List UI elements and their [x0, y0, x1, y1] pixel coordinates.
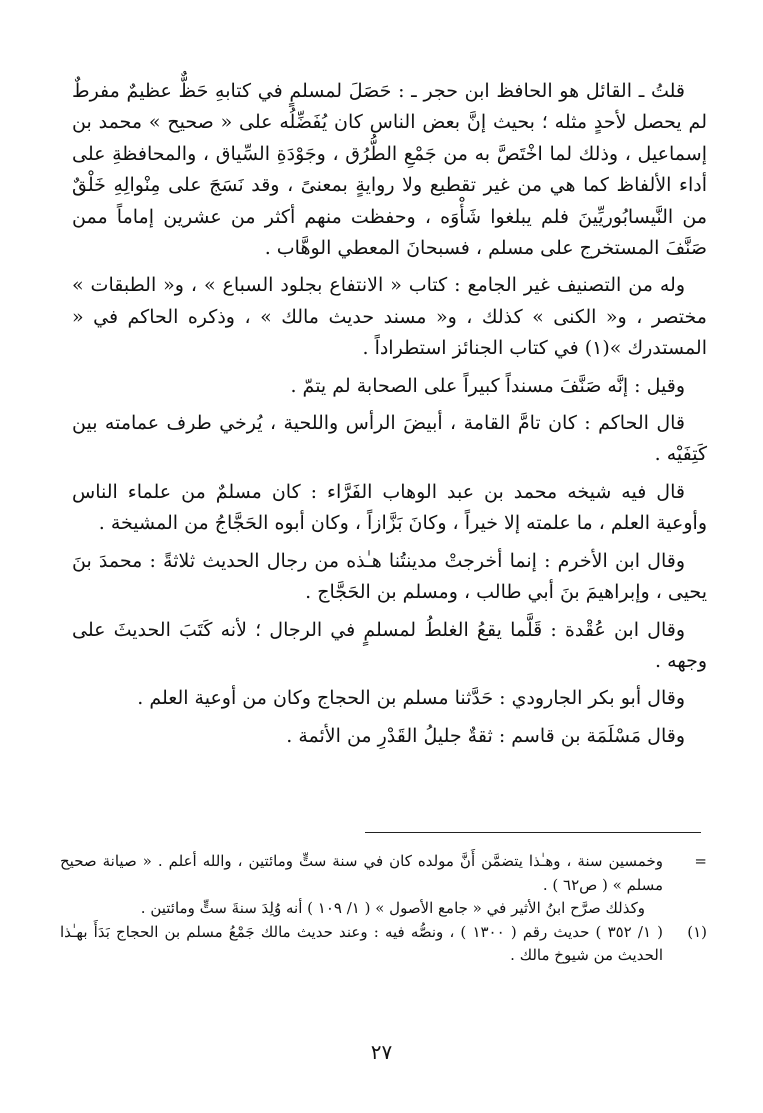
footnote-separator	[365, 832, 701, 833]
paragraph-jarudi: وقال أبو بكر الجارودي : حَدَّثنا مسلم بن الحجاج وكان من أوعية العلم .	[137, 687, 685, 710]
paragraph-works: وله من التصنيف غير الجامع : كتاب « الانتفاع بجلود السباع » ، و« الطبقات » مختصر ، و« الكنى » كذلك ، و« مسند حديث مالك » ، وذكره الحاكم في « المستدرك »(١) في كتاب الجنائز استطراداً .	[72, 274, 707, 360]
paragraph-musnad: وقيل : إنَّه صَنَّفَ مسنداً كبيراً على الصحابة لم يتمّ .	[290, 374, 685, 397]
footnotes	[60, 850, 707, 968]
paragraph-ibn-uqda: وقال ابن عُقْدة : قَلَّما يقعُ الغلطُ لمسلمٍ في الرجال ؛ لأنه كَتَبَ الحديثَ على وجهه .	[72, 618, 707, 672]
page-number: ٢٧	[370, 1040, 393, 1064]
paragraph-ibn-hajar: قلتُ ـ القائل هو الحافظ ابن حجر ـ : حَصَلَ لمسلمٍ في كتابهِ حَظٌّ عظيمٌ مفرطٌ لم يحصل لأحدٍ مثله ؛ بحيث إنَّ بعض الناس كان يُفَضِّلُه على « صحيح » محمد بن إسماعيل ، وذلك لما اخْتَصَّ به من جَمْعِ الطُّرُق ، وجَوْدَةِ السِّياق ، والمحافظةِ على أداء الألفاظ كما هي من غير تقطيع ولا روايةٍ بمعنىً ، وقد نَسَجَ على مِنْوالِهِ خَلْقٌ من النَّيسابُوريِّينَ فلم يبلغوا شَأْوَه ، وحفظت منهم أكثر من عشرين إماماً ممن صَنَّفَ المستخرج على مسلم ، فسبحانَ المعطي الوهَّاب .	[72, 80, 707, 260]
footnote-1-text: ( ١/ ٣٥٢ ) حديث رقم ( ١٣٠٠ ) ، ونصُّه فيه : وعند حديث مالك جَمْعُ مسلم بن الحجاج بَدَأَ بهـٰذا الحديث من شيوخ مالك .	[60, 922, 663, 964]
footnote-continued-text-2: وكذلك صرَّح ابنُ الأثير في « جامع الأصول » ( ١/ ١٠٩ ) أنه وُلِدَ سنةَ ستٍّ ومائتين .	[140, 899, 645, 917]
footnote-continued	[60, 850, 707, 921]
main-text	[72, 76, 707, 752]
footnote-continued-text: وخمسين سنة ، وهـٰذا يتضمَّن أَنَّ مولده كان في سنة ستٍّ ومائتين ، والله أعلم . « صيانة صحيح مسلم » ( ص٦٢ ) .	[60, 852, 663, 894]
footnote-1	[60, 921, 707, 968]
paragraph-hakim: قال الحاكم : كان تامَّ القامة ، أبيضَ الرأس واللحية ، يُرخي طرف عمامته بين كَتِفَيْه .	[72, 412, 707, 466]
paragraph-ibn-akhram: وقال ابن الأخرم : إنما أخرجتْ مدينتُنا هـٰذه من رجال الحديث ثلاثةً : محمدَ بنَ يحيى ، وإبراهيمَ بنَ أبي طالب ، ومسلم بن الحَجَّاج .	[72, 549, 707, 604]
paragraph-maslama: وقال مَسْلَمَة بن قاسم : ثقةٌ جليلُ القَدْرِ من الأئمة .	[286, 724, 685, 747]
footnote-1-mark: (١)	[687, 922, 707, 941]
paragraph-farra: قال فيه شيخه محمد بن عبد الوهاب الفَرَّاء : كان مسلمٌ من علماء الناس وأوعية العلم ، ما علمته إلا خيراً ، وكانَ بَزَّازاً ، وكان أبوه الحَجَّاجُ من المشيخة .	[72, 480, 707, 535]
footnote-continued-mark: =	[694, 852, 707, 870]
